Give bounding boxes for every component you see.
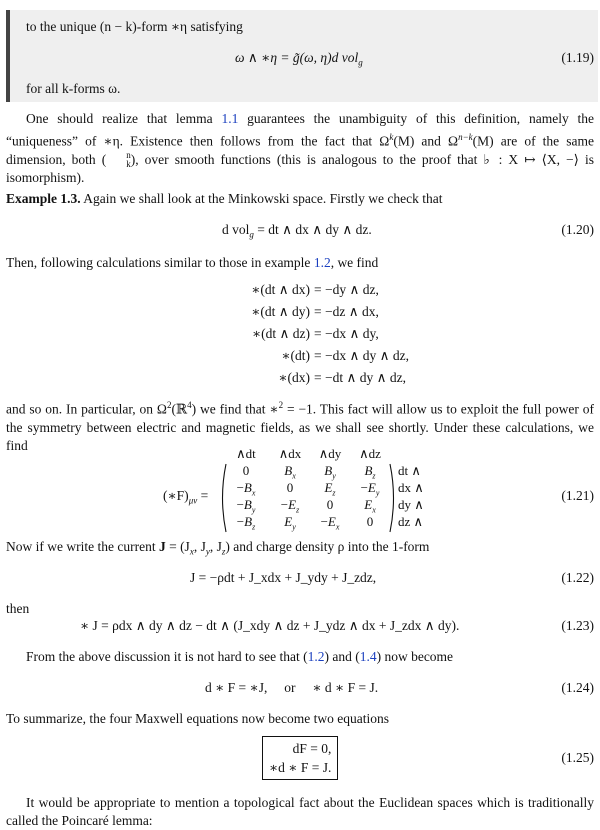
- hodge-lhs: ∗(dt ∧ dz): [251, 326, 310, 341]
- matrix-cell: $-E_z$: [280, 497, 300, 515]
- matrix-cell: $E_y$: [284, 514, 296, 532]
- then-following-text: Then, following calculations similar to those in example 1.2, we find: [6, 255, 379, 270]
- matrix-cell: 0: [242, 463, 250, 478]
- hodge-lhs: ∗(dt): [281, 348, 310, 363]
- matrix-cell: $B_y$: [324, 463, 336, 481]
- eq-number-1-20: (1.20): [561, 222, 594, 237]
- matrix-col-header: ∧dz: [359, 446, 381, 461]
- matrix-cell: 0: [326, 497, 334, 512]
- ref-example-1-2[interactable]: 1.2: [313, 255, 331, 270]
- current-intro: Now if we write the current $J = (J_x$, $J_y$, $J_z$) and charge density ρ into the 1-form: [6, 539, 430, 557]
- hodge-rhs: = −dx ∧ dy ∧ dz,: [314, 348, 409, 363]
- matrix-row-label: dy ∧: [398, 497, 424, 512]
- matrix-col-header: ∧dy: [318, 446, 342, 461]
- eq-number-1-23: (1.23): [561, 618, 594, 633]
- matrix-col-header: ∧dx: [278, 446, 302, 461]
- hodge-rhs: = −dy ∧ dz,: [314, 282, 379, 297]
- matrix-cell: 0: [286, 480, 294, 495]
- eq-number-1-25: (1.25): [561, 750, 594, 765]
- paragraph-symmetry: and so on. In particular, on $\Omega^2(ℝ^4)$ we find that ∗$^2$ = −1. This fact will allow us to exploit the full power of the symmetry between electric and magnetic fields, as we shall see shortly. Under these calculations, we find: [6, 400, 594, 453]
- hodge-rhs: = −dx ∧ dy,: [314, 326, 379, 341]
- matrix-cell: $E_x$: [364, 497, 376, 515]
- then-label: then: [6, 601, 30, 616]
- equation-1-23: ∗ J = ρdx ∧ dy ∧ dz − dt ∧ (J_xdy ∧ dz + J_ydz ∧ dx + J_zdx ∧ dy).: [80, 618, 460, 633]
- box-line-1: to the unique (n − k)-form ∗η satisfying: [26, 19, 243, 34]
- matrix-cell: $B_z$: [364, 463, 376, 481]
- matrix-lhs: $(∗F)_{\mu\nu}$ =: [163, 488, 209, 506]
- equation-1-19: ω ∧ ∗η = g̃(ω, η)d vol$_g$: [235, 50, 363, 68]
- matrix-cell: 0: [366, 514, 374, 529]
- eq-number-1-19: (1.19): [561, 50, 594, 65]
- closing-paragraph: It would be appropriate to mention a topological fact about the Euclidean spaces which is traditionally called the Poincaré lemma:: [6, 795, 594, 828]
- hodge-lhs: ∗(dt ∧ dy): [251, 304, 310, 319]
- equation-1-22: J = −ρdt + J_xdx + J_ydy + J_zdz,: [190, 570, 377, 585]
- matrix-cell: $B_x$: [284, 463, 296, 481]
- eq-number-1-21: (1.21): [561, 488, 594, 503]
- summary-text: To summarize, the four Maxwell equations now become two equations: [6, 711, 389, 726]
- ref-lemma-1-1[interactable]: 1.1: [221, 111, 239, 126]
- maxwell-eq-1: dF = 0,: [292, 741, 332, 756]
- hodge-lhs: ∗(dt ∧ dx): [251, 282, 310, 297]
- matrix-row-label: dz ∧: [398, 514, 424, 529]
- ref-eq-1-4[interactable]: 1.4: [359, 649, 377, 664]
- matrix-cell: $-B_x$: [236, 480, 256, 498]
- matrix-col-header: ∧dt: [236, 446, 256, 461]
- eq-number-1-22: (1.22): [561, 570, 594, 585]
- matrix-cell: $-E_x$: [320, 514, 340, 532]
- maxwell-boxed-equations: [262, 736, 338, 780]
- equation-1-24: d ∗ F = ∗J, or ∗ d ∗ F = J.: [205, 680, 379, 695]
- hodge-rhs: = −dz ∧ dx,: [314, 304, 379, 319]
- equation-1-20: d vol$_g$ = dt ∧ dx ∧ dy ∧ dz.: [222, 222, 372, 240]
- discussion-text: From the above discussion it is not hard to see that (1.2) and (1.4) now become: [26, 649, 454, 664]
- ref-eq-1-2[interactable]: 1.2: [307, 649, 325, 664]
- matrix-cell: $-B_y$: [236, 497, 256, 515]
- paragraph-uniqueness: One should realize that lemma 1.1 guarantees the unambiguity of this definition, namely the “uniqueness” of ∗η. Existence then follows from the fact that $\Omega^k(M)$ and $\Omega^{n-k}(M)$ are of the same dimension, both ( n k ), over smooth functions (this is analogous to the proof that ♭ : X ↦ ⟨X, −⟩ is isomorphism).: [6, 111, 595, 186]
- matrix-cell: $E_z$: [324, 480, 336, 498]
- eq-number-1-24: (1.24): [561, 680, 594, 695]
- example-1-3-intro: Example 1.3. Again we shall look at the Minkowski space. Firstly we check that: [6, 191, 443, 206]
- box-line-2: for all k-forms ω.: [26, 81, 121, 96]
- matrix-row-label: dx ∧: [398, 480, 424, 495]
- maxwell-eq-2: ∗d ∗ F = J.: [269, 760, 332, 775]
- matrix-cell: $-E_y$: [360, 480, 380, 498]
- matrix-cell: $-B_z$: [236, 514, 256, 532]
- hodge-lhs: ∗(dx): [278, 370, 310, 385]
- matrix-row-label: dt ∧: [398, 463, 421, 478]
- hodge-rhs: = −dt ∧ dy ∧ dz,: [314, 370, 406, 385]
